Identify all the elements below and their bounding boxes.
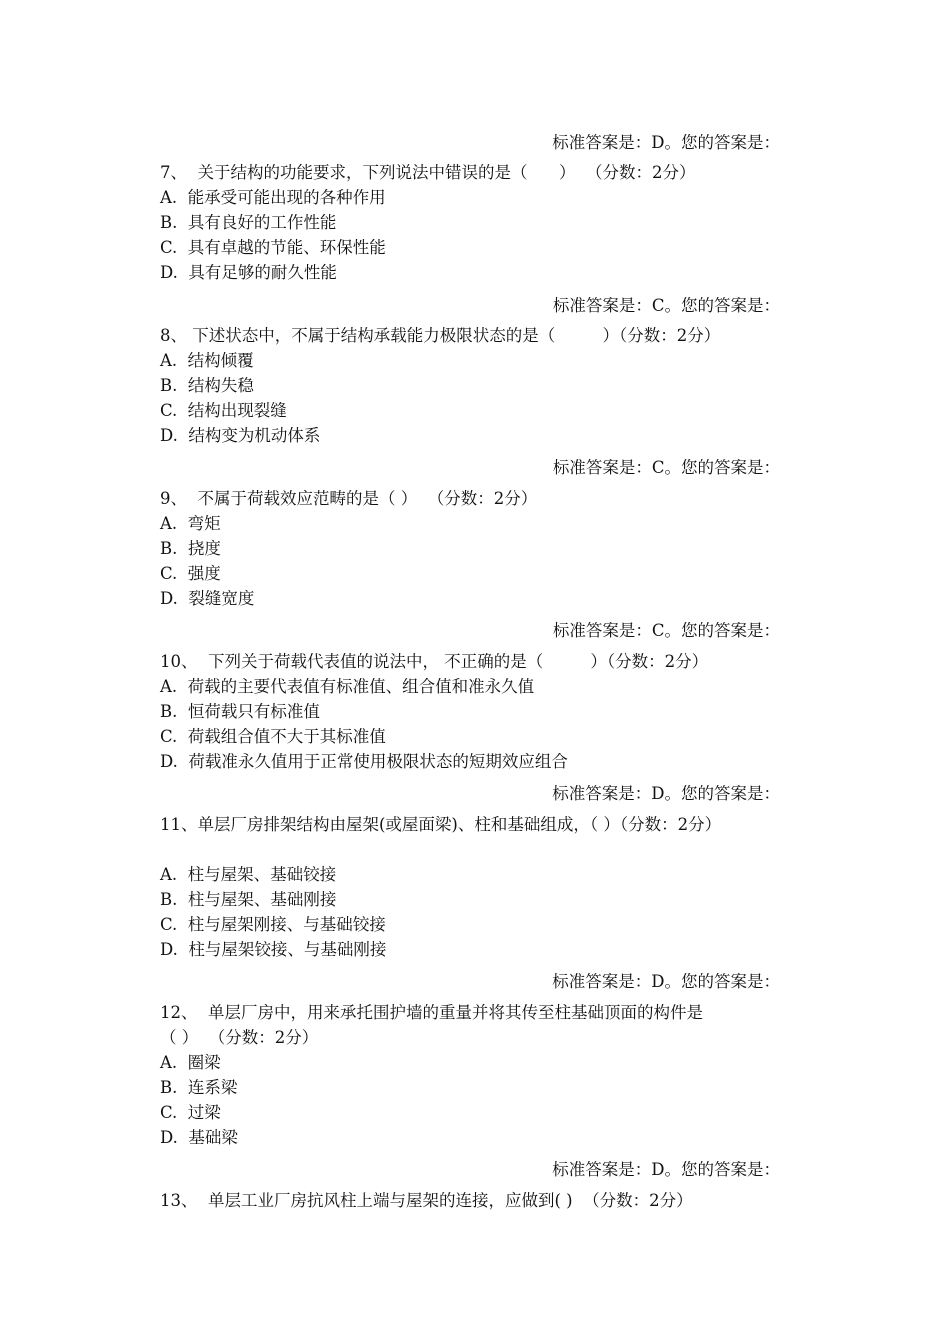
question-12-stem: 12、 单层厂房中，用来承托围护墙的重量并将其传至柱基础顶面的构件是 — [160, 1003, 703, 1022]
question-8-stem: 8、 下述状态中，不属于结构承载能力极限状态的是（ ）（分数：2分） — [160, 326, 721, 345]
question-10-stem: 10、 下列关于荷载代表值的说法中， 不正确的是（ ）（分数：2分） — [160, 652, 709, 671]
question-11-option-a: A. 柱与屋架、基础铰接 — [160, 865, 337, 884]
question-11-option-b: B. 柱与屋架、基础刚接 — [160, 890, 337, 909]
question-11-stem: 11、单层厂房排架结构由屋架(或屋面梁)、柱和基础组成，（ ）（分数：2分） — [160, 815, 722, 834]
question-12-option-a: A. 圈梁 — [160, 1053, 221, 1072]
question-8-option-b: B. 结构失稳 — [160, 376, 254, 395]
question-9-option-c: C. 强度 — [160, 564, 221, 583]
question-12-option-c: C. 过梁 — [160, 1103, 221, 1122]
question-9-option-d: D. 裂缝宽度 — [160, 589, 255, 608]
answer-line-q6: 标准答案是：D。您的答案是： — [552, 133, 780, 152]
question-10-option-d: D. 荷载准永久值用于正常使用极限状态的短期效应组合 — [160, 752, 568, 771]
question-7-option-c: C. 具有卓越的节能、环保性能 — [160, 238, 386, 257]
question-7-option-b: B. 具有良好的工作性能 — [160, 213, 337, 232]
question-9-option-a: A. 弯矩 — [160, 514, 221, 533]
question-12-stem-continued: （ ） （分数：2分） — [160, 1028, 319, 1047]
question-10-option-a: A. 荷载的主要代表值有标准值、组合值和准永久值 — [160, 677, 535, 696]
question-8-option-d: D. 结构变为机动体系 — [160, 426, 321, 445]
question-10-option-b: B. 恒荷载只有标准值 — [160, 702, 320, 721]
question-11-option-c: C. 柱与屋架刚接、与基础铰接 — [160, 915, 386, 934]
question-9-stem: 9、 不属于荷载效应范畴的是（ ） （分数：2分） — [160, 489, 538, 508]
question-9-option-b: B. 挠度 — [160, 539, 221, 558]
question-11-option-d: D. 柱与屋架铰接、与基础刚接 — [160, 940, 387, 959]
question-12-option-d: D. 基础梁 — [160, 1128, 238, 1147]
question-12-option-b: B. 连系梁 — [160, 1078, 238, 1097]
question-7-option-d: D. 具有足够的耐久性能 — [160, 263, 337, 282]
answer-line-q8: 标准答案是：C。您的答案是： — [552, 458, 780, 477]
answer-line-q7: 标准答案是：C。您的答案是： — [552, 296, 780, 315]
question-8-option-c: C. 结构出现裂缝 — [160, 401, 287, 420]
answer-line-q12: 标准答案是：D。您的答案是： — [552, 1160, 780, 1179]
question-13-stem: 13、 单层工业厂房抗风柱上端与屋架的连接，应做到( ) （分数：2分） — [160, 1191, 693, 1210]
answer-line-q11: 标准答案是：D。您的答案是： — [552, 972, 780, 991]
answer-line-q9: 标准答案是：C。您的答案是： — [552, 621, 780, 640]
question-8-option-a: A. 结构倾覆 — [160, 351, 254, 370]
question-10-option-c: C. 荷载组合值不大于其标准值 — [160, 727, 386, 746]
question-7-option-a: A. 能承受可能出现的各种作用 — [160, 188, 386, 207]
question-7-stem: 7、 关于结构的功能要求，下列说法中错误的是（ ） （分数：2分） — [160, 163, 696, 182]
answer-line-q10: 标准答案是：D。您的答案是： — [552, 784, 780, 803]
